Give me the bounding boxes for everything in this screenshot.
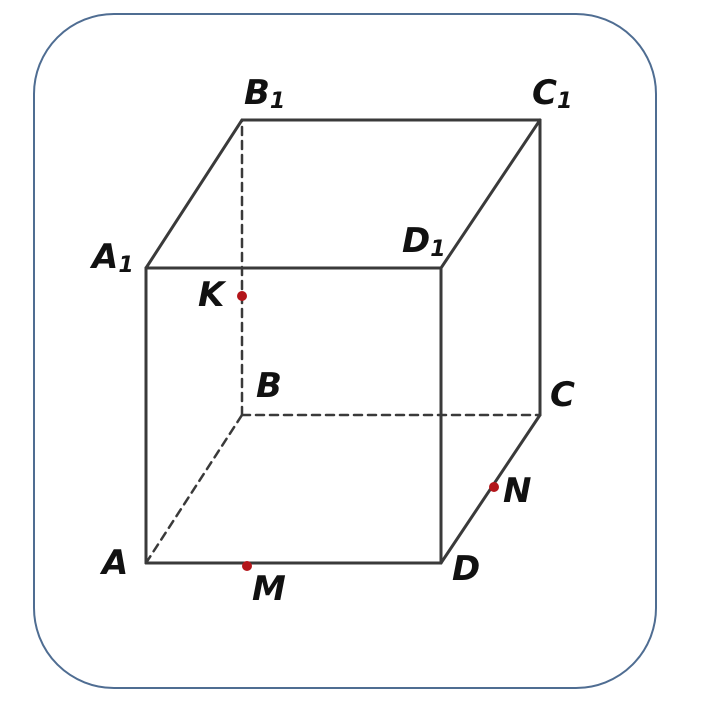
label-A1: A1 — [92, 237, 134, 278]
label-B1: B1 — [244, 73, 286, 114]
frame — [34, 14, 656, 688]
label-C1: C1 — [532, 73, 573, 114]
point-N — [489, 482, 499, 492]
point-K — [237, 291, 247, 301]
label-K: K — [198, 275, 225, 315]
label-A: A — [102, 543, 129, 583]
label-M: M — [252, 569, 286, 609]
label-B: B — [256, 366, 282, 406]
label-D1: D1 — [402, 221, 446, 262]
label-C: C — [550, 375, 575, 415]
point-M — [242, 561, 252, 571]
label-N: N — [503, 471, 532, 511]
label-D: D — [452, 549, 481, 589]
